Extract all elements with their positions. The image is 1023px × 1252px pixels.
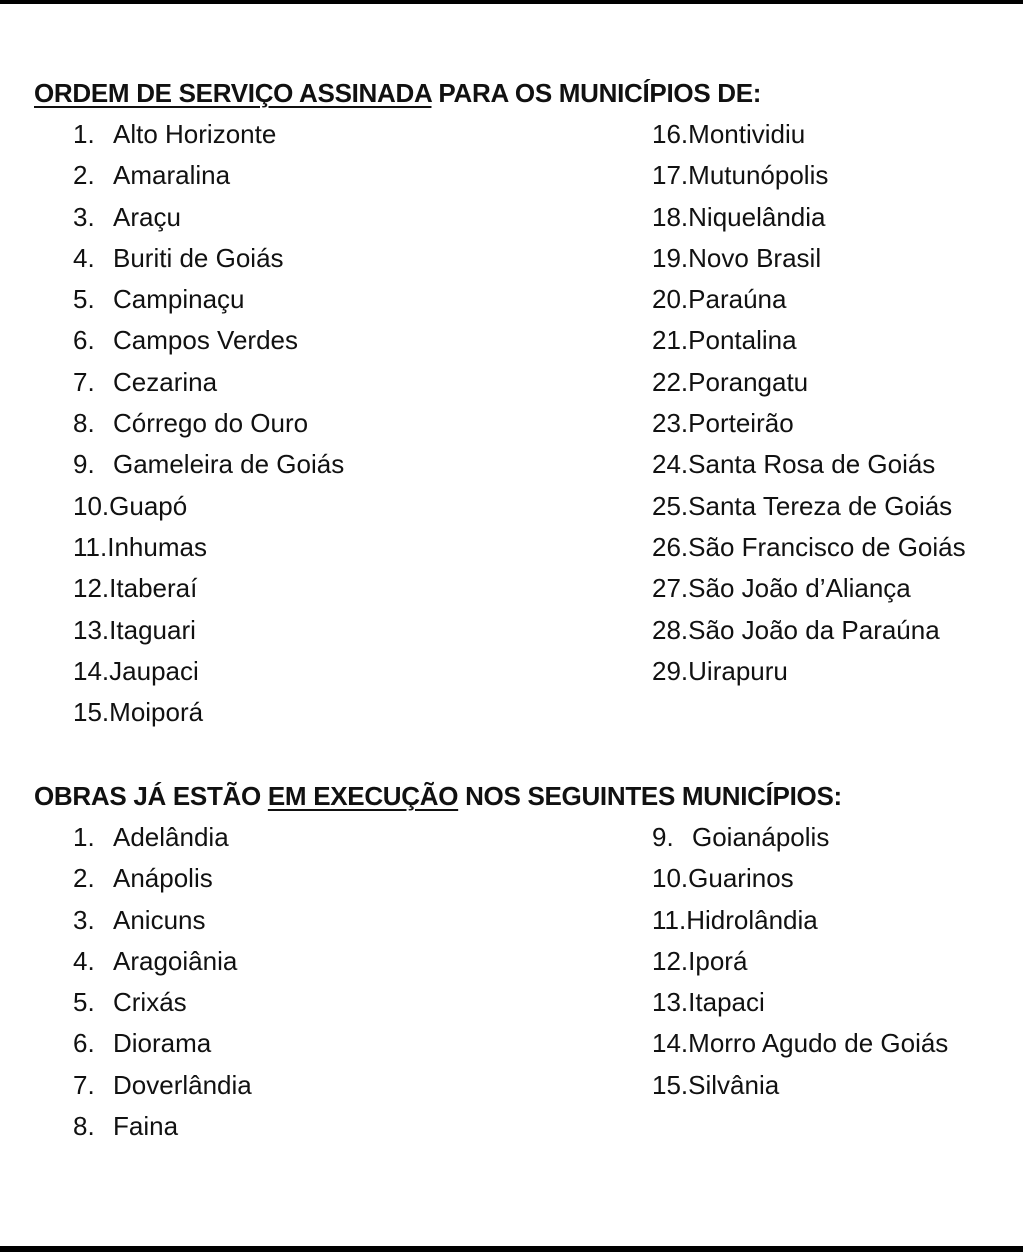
item-number: 10. <box>652 863 689 894</box>
item-number: 7. <box>73 1069 95 1100</box>
municipality-item <box>73 279 344 320</box>
item-number: 21. <box>652 325 689 356</box>
municipality-item <box>652 651 966 692</box>
item-number: 6. <box>73 325 95 356</box>
item-number: 6. <box>73 1028 95 1059</box>
municipality-item <box>652 114 966 155</box>
item-number: 9. <box>73 449 95 480</box>
municipality-item <box>73 1065 252 1106</box>
item-number: 15. <box>652 1069 689 1100</box>
municipality-name: Gameleira de Goiás <box>113 449 345 480</box>
municipality-item <box>652 610 966 651</box>
municipality-name: Anicuns <box>113 904 206 935</box>
municipality-name: Adelândia <box>113 822 229 852</box>
item-number: 15. <box>73 697 110 728</box>
section-1-list-left <box>73 114 344 733</box>
item-number: 16. <box>652 119 689 149</box>
municipality-item <box>73 610 344 651</box>
section-2-list-right <box>652 817 948 1106</box>
municipality-name: Crixás <box>113 987 187 1018</box>
item-number: 3. <box>73 904 95 935</box>
municipality-name: Novo Brasil <box>688 242 822 273</box>
item-number: 22. <box>652 366 689 397</box>
municipality-name: Santa Rosa de Goiás <box>688 449 936 480</box>
item-number: 17. <box>652 160 689 191</box>
item-number: 13. <box>652 987 689 1018</box>
municipality-item <box>73 1106 252 1147</box>
item-number: 8. <box>73 1111 95 1142</box>
item-number: 1. <box>73 822 95 852</box>
municipality-item <box>652 320 966 361</box>
municipality-name: São Francisco de Goiás <box>688 531 966 562</box>
municipality-name: Campinaçu <box>113 284 245 315</box>
municipality-name: Anápolis <box>113 863 213 894</box>
municipality-item <box>652 362 966 403</box>
item-number: 1. <box>73 119 95 149</box>
municipality-item <box>652 486 966 527</box>
municipality-name: Pontalina <box>688 325 797 356</box>
municipality-name: Aragoiânia <box>113 945 238 976</box>
municipality-item <box>73 197 344 238</box>
item-number: 3. <box>73 201 95 232</box>
item-number: 20. <box>652 284 689 315</box>
municipality-item <box>652 568 966 609</box>
municipality-name: Itaguari <box>109 614 196 645</box>
item-number: 5. <box>73 987 95 1018</box>
item-number: 12. <box>652 945 689 976</box>
municipality-name: Amaralina <box>113 160 231 191</box>
item-number: 25. <box>652 490 689 521</box>
item-number: 4. <box>73 945 95 976</box>
municipality-item <box>652 279 966 320</box>
municipality-name: Alto Horizonte <box>113 119 277 149</box>
municipality-name: Niquelândia <box>688 201 826 232</box>
municipality-item <box>652 982 948 1023</box>
municipality-item <box>73 1023 252 1064</box>
municipality-item <box>652 1065 948 1106</box>
bottom-border <box>0 1246 1023 1252</box>
item-number: 29. <box>652 655 689 686</box>
municipality-item <box>73 114 344 155</box>
municipality-name: Córrego do Ouro <box>113 408 309 439</box>
municipality-item <box>73 444 344 485</box>
municipality-item <box>73 900 252 941</box>
municipality-item <box>652 858 948 899</box>
section-2-list-left <box>73 817 252 1147</box>
municipality-item <box>73 651 344 692</box>
item-number: 2. <box>73 863 95 894</box>
municipality-name: Doverlândia <box>113 1069 252 1100</box>
item-number: 9. <box>652 822 674 852</box>
section-2-heading-underlined: EM EXECUÇÃO <box>267 781 459 811</box>
section-1-heading <box>34 78 761 108</box>
municipality-name: Faina <box>113 1111 179 1142</box>
municipality-item <box>652 444 966 485</box>
municipality-name: Cezarina <box>113 366 218 397</box>
municipality-name: Mutunópolis <box>688 160 829 191</box>
municipality-name: Itapaci <box>688 987 765 1018</box>
municipality-item <box>73 155 344 196</box>
municipality-name: Hidrolândia <box>686 904 818 935</box>
item-number: 12. <box>73 573 110 604</box>
municipality-item <box>652 817 948 858</box>
municipality-name: São João d’Aliança <box>688 573 911 604</box>
municipality-name: Campos Verdes <box>113 325 298 356</box>
municipality-name: Iporá <box>688 945 748 976</box>
municipality-name: Buriti de Goiás <box>113 242 284 273</box>
municipality-name: Porteirão <box>688 408 794 439</box>
section-1-heading-underlined: ORDEM DE SERVIÇO ASSINADA <box>34 78 432 108</box>
item-number: 10. <box>73 490 110 521</box>
municipality-name: Guarinos <box>688 863 794 894</box>
section-2-heading-after: NOS SEGUINTES MUNICÍPIOS: <box>458 781 842 811</box>
item-number: 23. <box>652 408 689 439</box>
section-2-heading <box>34 781 842 811</box>
item-number: 2. <box>73 160 95 191</box>
municipality-name: Uirapuru <box>688 655 788 686</box>
municipality-name: Itaberaí <box>109 573 198 604</box>
municipality-item <box>73 362 344 403</box>
municipality-name: Guapó <box>109 490 188 521</box>
municipality-item <box>652 1023 948 1064</box>
municipality-item <box>652 403 966 444</box>
municipality-name: Inhumas <box>107 531 207 562</box>
municipality-item <box>73 486 344 527</box>
municipality-item <box>73 982 252 1023</box>
item-number: 27. <box>652 573 689 604</box>
item-number: 5. <box>73 284 95 315</box>
item-number: 11. <box>652 904 687 935</box>
item-number: 7. <box>73 366 95 397</box>
municipality-item <box>73 527 344 568</box>
municipality-item <box>73 817 252 858</box>
municipality-item <box>652 941 948 982</box>
municipality-name: Diorama <box>113 1028 212 1059</box>
municipality-name: Moiporá <box>109 697 204 728</box>
municipality-item <box>652 197 966 238</box>
municipality-item <box>73 568 344 609</box>
municipality-name: Paraúna <box>688 284 787 315</box>
item-number: 19. <box>652 242 689 273</box>
item-number: 14. <box>652 1028 689 1059</box>
item-number: 24. <box>652 449 689 480</box>
item-number: 28. <box>652 614 689 645</box>
municipality-name: Santa Tereza de Goiás <box>688 490 953 521</box>
item-number: 26. <box>652 531 689 562</box>
municipality-name: Porangatu <box>688 366 809 397</box>
municipality-item <box>73 238 344 279</box>
item-number: 8. <box>73 408 95 439</box>
municipality-name: Silvânia <box>688 1069 780 1100</box>
municipality-name: Jaupaci <box>109 655 199 686</box>
section-2-heading-before: OBRAS JÁ ESTÃO <box>34 781 268 811</box>
municipality-item <box>73 858 252 899</box>
item-number: 14. <box>73 655 110 686</box>
section-1-list-right <box>652 114 966 692</box>
municipality-item <box>73 320 344 361</box>
municipality-name: Montividiu <box>688 119 806 149</box>
municipality-name: São João da Paraúna <box>688 614 940 645</box>
section-1-heading-rest: PARA OS MUNICÍPIOS DE: <box>431 78 762 108</box>
municipality-item <box>652 238 966 279</box>
municipality-item <box>73 692 344 733</box>
municipality-name: Morro Agudo de Goiás <box>688 1028 949 1059</box>
municipality-name: Araçu <box>113 201 181 232</box>
top-border <box>0 0 1023 4</box>
item-number: 11. <box>73 531 108 562</box>
municipality-item <box>73 941 252 982</box>
municipality-item <box>652 527 966 568</box>
item-number: 18. <box>652 201 689 232</box>
item-number: 13. <box>73 614 110 645</box>
municipality-item <box>652 900 948 941</box>
municipality-item <box>73 403 344 444</box>
item-number: 4. <box>73 242 95 273</box>
municipality-name: Goianápolis <box>692 822 830 852</box>
municipality-item <box>652 155 966 196</box>
